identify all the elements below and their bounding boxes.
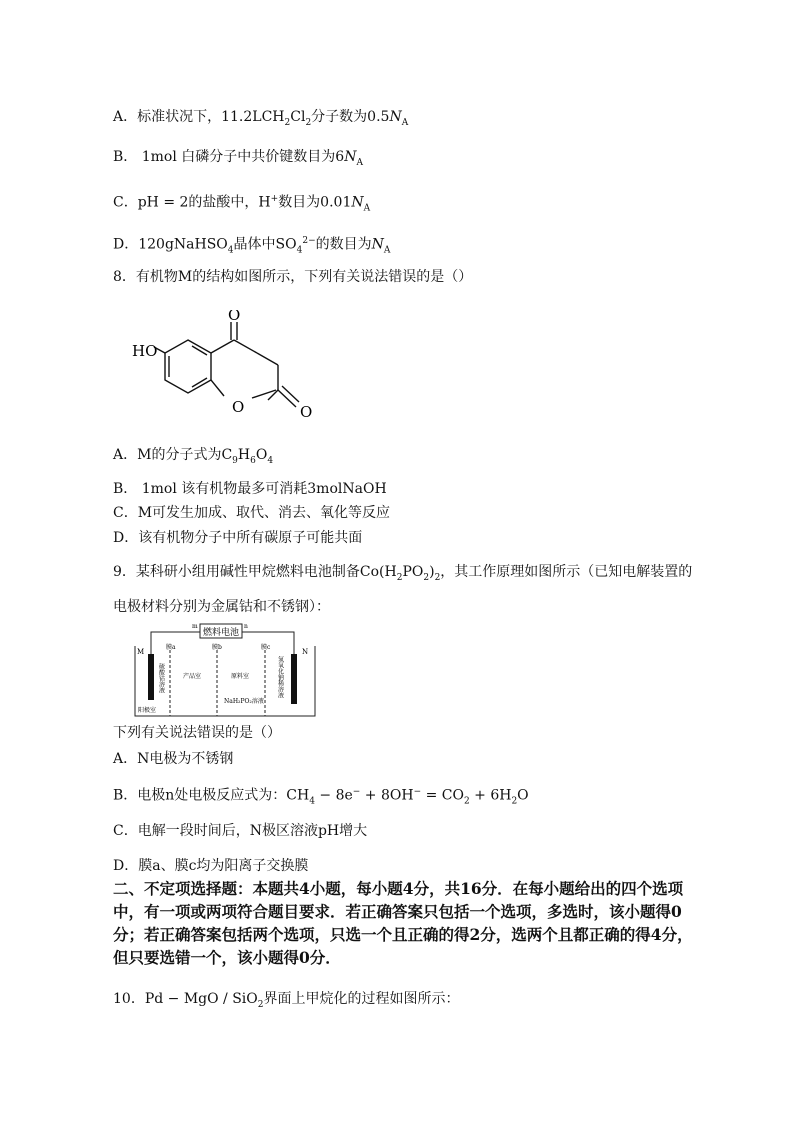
q8-o-ring-label: O	[232, 398, 245, 416]
q8-ho-label: HO	[132, 342, 158, 360]
q9-stem: 9．某科研小组用碱性甲烷燃料电池制备$Co(H_2PO_2)_2$，其工作原理如图所示（已知电解装置的	[113, 564, 693, 583]
q8-option-d: D．该有机物分子中所有碳原子可能共面	[113, 530, 363, 546]
room-product: 产品室	[183, 673, 202, 680]
q9-electrolysis-figure	[130, 618, 320, 722]
terminal-m: m	[192, 623, 198, 630]
q8-option-c: C．M可发生加成、取代、消去、氧化等反应	[113, 505, 391, 521]
membrane-a-label: 膜a	[166, 644, 176, 651]
q8-o-right-label: O	[300, 403, 313, 420]
q8-stem: 8．有机物M的结构如图所示，下列有关说法错误的是（）	[113, 269, 473, 285]
q8-structure-figure	[128, 310, 328, 420]
terminal-n: n	[244, 623, 248, 630]
electrode-n-label: N	[302, 648, 309, 656]
q10-stem: 10．Pd − MgO / SiO$_2$界面上甲烷化的过程如图所示：	[113, 991, 460, 1010]
section-2-heading: 二、不定项选择题：本题共4小题，每小题4分，共16分．在每小题给出的四个选项中，有一项或两项符合题目要求．若正确答案只包括一个选项，多选时，该小题得0分；若正确答案包括两个选项，只选一个且正确的得2分，选两个且都正确的得4分，但只要选错一个，该小题得0分．	[113, 879, 693, 967]
membrane-c-label: 膜c	[261, 644, 271, 651]
electrode-n	[291, 654, 297, 704]
room-raw-solution: NaH₂PO₂溶液	[224, 698, 264, 705]
q7-option-c: C．pH = 2的盐酸中，H+数目为$0.01N_A$	[113, 194, 371, 214]
q9-option-b: B．电极n处电极反应式为：$CH_4 - 8e^- + 8OH^- = CO_2 + 6H_2O$	[113, 787, 529, 807]
q9-stem-line2: 电极材料分别为金属钴和不锈钢）：	[113, 599, 330, 615]
q7-option-b: B． 1mol 白磷分子中共价键数目为$6N_A$	[113, 149, 363, 168]
q8-option-a: A．M的分子式为$C_9H_6O_4$	[113, 447, 274, 466]
q9-option-c: C．电解一段时间后，N极区溶液pH增大	[113, 823, 368, 839]
anode-room-label: 阳极室	[138, 707, 157, 714]
q9-option-a: A．N电极为不锈钢	[113, 751, 234, 767]
q9-option-d: D．膜a、膜c均为阳离子交换膜	[113, 858, 309, 874]
q7-option-d: D．120gNaHSO$_4$晶体中$SO_4^{2-}$的数目为$N_A$	[113, 236, 391, 256]
q8-option-b: B． 1mol 该有机物最多可消耗3molNaOH	[113, 481, 387, 497]
electrode-m	[148, 654, 154, 700]
q8-o-top-label: O	[228, 310, 241, 324]
room-cobalt-sulfate: 硫酸钴溶液	[157, 663, 165, 693]
membrane-b-label: 膜b	[212, 644, 222, 651]
electrode-m-label: M	[137, 648, 145, 656]
room-naoh: 氢氧化钠稀溶液	[276, 656, 284, 698]
room-raw: 原料室	[231, 673, 250, 680]
q7-option-a: A．标准状况下，$11.2LCH_2Cl_2$分子数为$0.5N_A$	[113, 109, 409, 128]
q9-question: 下列有关说法错误的是（）	[113, 725, 281, 741]
battery-label: 燃料电池	[203, 628, 240, 638]
